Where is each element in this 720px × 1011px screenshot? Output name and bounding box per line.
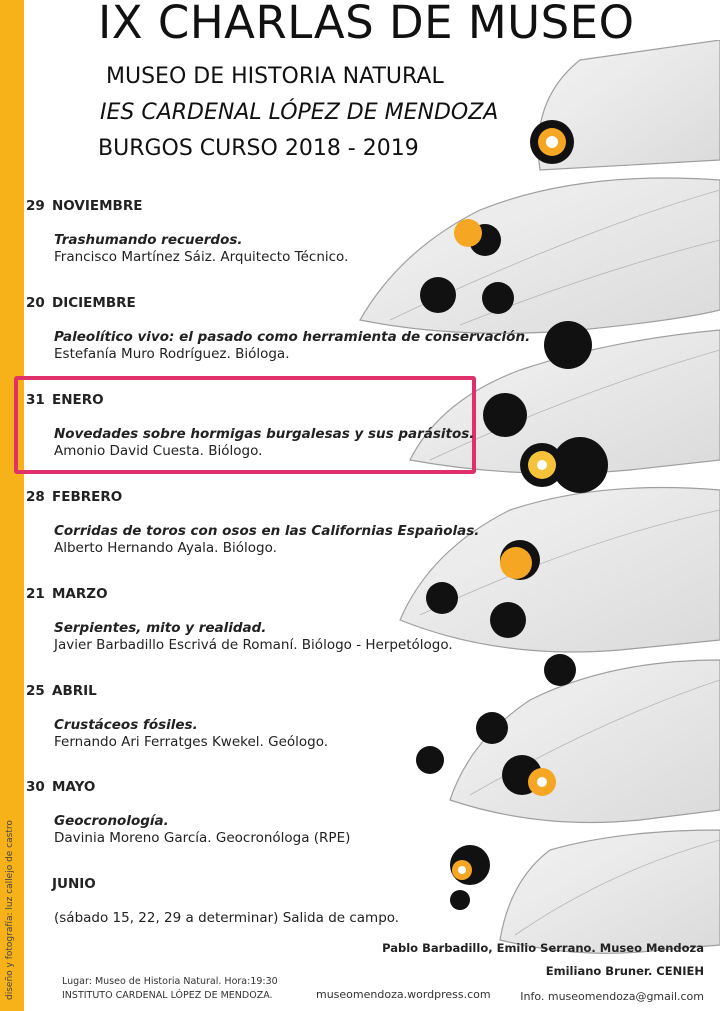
organizers-line-2: Emiliano Bruner. CENIEH bbox=[545, 964, 704, 978]
highlight-box bbox=[14, 376, 476, 474]
event-day: 28 bbox=[26, 489, 45, 505]
email-contact[interactable]: Info. museomendoza@gmail.com bbox=[520, 990, 704, 1003]
speaker: Fernando Ari Ferratges Kwekel. Geólogo. bbox=[54, 734, 329, 750]
school-name: IES CARDENAL LÓPEZ DE MENDOZA bbox=[100, 100, 499, 125]
event-day: 29 bbox=[26, 198, 45, 214]
design-credit: diseño y fotografía: luz callejo de castro bbox=[5, 820, 15, 1000]
event-day: 25 bbox=[26, 683, 45, 699]
event-day: 21 bbox=[26, 586, 45, 602]
website-link[interactable]: museomendoza.wordpress.com bbox=[316, 988, 491, 1001]
event-month: MAYO bbox=[52, 779, 96, 795]
speaker: Javier Barbadillo Escrivá de Romaní. Biólogo - Herpetólogo. bbox=[54, 637, 453, 653]
talk-title: Trashumando recuerdos. bbox=[54, 232, 243, 248]
butterfly-wings-image bbox=[280, 40, 720, 990]
museum-name: MUSEO DE HISTORIA NATURAL bbox=[106, 64, 444, 89]
event-month: JUNIO bbox=[52, 876, 96, 892]
talk-title: Geocronología. bbox=[54, 813, 169, 829]
event-month: FEBRERO bbox=[52, 489, 123, 505]
talk-title: Paleolítico vivo: el pasado como herramienta de conservación. bbox=[54, 329, 531, 345]
speaker: Alberto Hernando Ayala. Biólogo. bbox=[54, 540, 277, 556]
speaker: Estefanía Muro Rodríguez. Bióloga. bbox=[54, 346, 290, 362]
speaker: Amonio David Cuesta. Biólogo. bbox=[54, 443, 263, 459]
venue-line-2: INSTITUTO CARDENAL LÓPEZ DE MENDOZA. bbox=[62, 990, 273, 1001]
event-day: 30 bbox=[26, 779, 45, 795]
talk-title: Serpientes, mito y realidad. bbox=[54, 620, 267, 636]
poster-title: IX CHARLAS DE MUSEO bbox=[98, 0, 635, 49]
talk-title: Novedades sobre hormigas burgalesas y sus parásitos. bbox=[54, 426, 475, 442]
event-month: ABRIL bbox=[52, 683, 97, 699]
talk-title: Crustáceos fósiles. bbox=[54, 717, 198, 733]
event-day: 31 bbox=[26, 392, 45, 408]
event-month: NOVIEMBRE bbox=[52, 198, 143, 214]
event-day: 20 bbox=[26, 295, 45, 311]
speaker: Francisco Martínez Sáiz. Arquitecto Técnico. bbox=[54, 249, 349, 265]
talk-title: Corridas de toros con osos en las Californias Españolas. bbox=[54, 523, 480, 539]
speaker: Davinia Moreno García. Geocronóloga (RPE) bbox=[54, 830, 351, 846]
event-month: DICIEMBRE bbox=[52, 295, 136, 311]
organizers-line-1: Pablo Barbadillo, Emilio Serrano. Museo Mendoza bbox=[382, 941, 704, 955]
event-month: ENERO bbox=[52, 392, 104, 408]
venue-line-1: Lugar: Museo de Historia Natural. Hora:19:30 bbox=[62, 976, 278, 987]
course-year: BURGOS CURSO 2018 - 2019 bbox=[98, 136, 419, 161]
event-month: MARZO bbox=[52, 586, 108, 602]
field-trip-note: (sábado 15, 22, 29 a determinar) Salida de campo. bbox=[54, 910, 400, 926]
